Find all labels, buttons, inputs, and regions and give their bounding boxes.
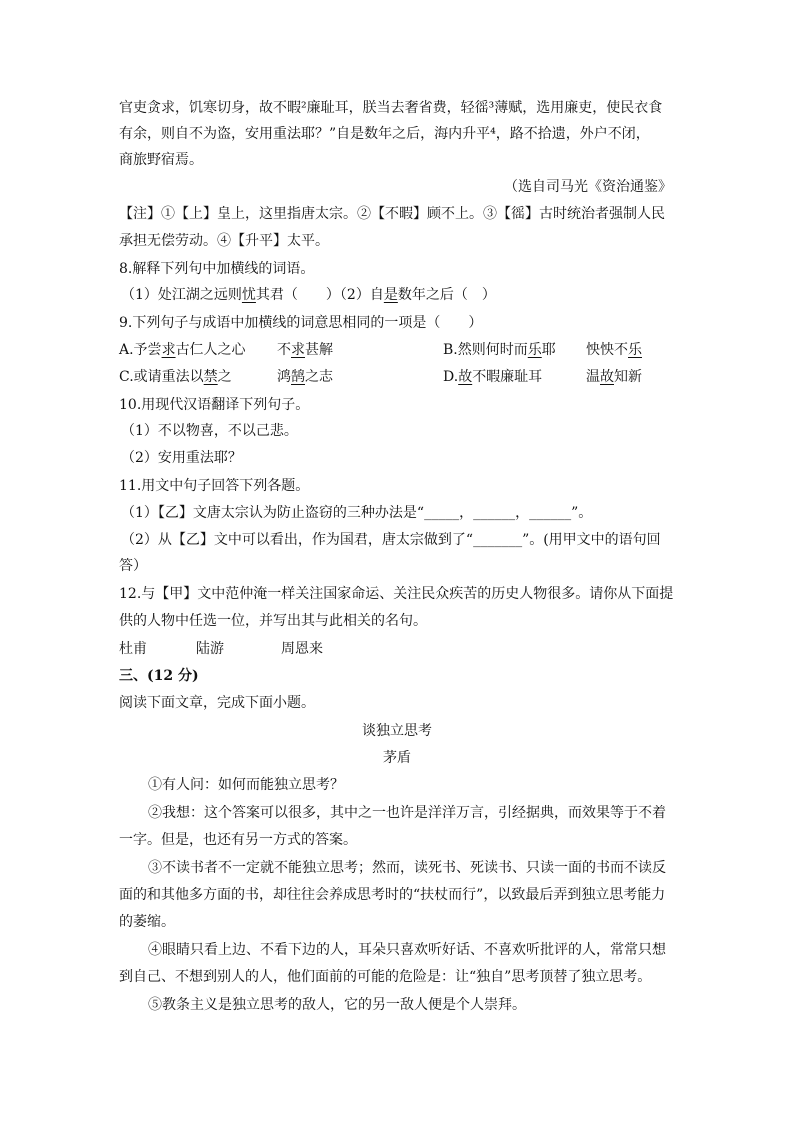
underlined-word: 禁 [203,369,218,385]
question-8-items [121,285,681,305]
underlined-word: 是 [383,287,398,303]
section-instruction: 阅读下面文章，完成下面小题。 [119,695,315,711]
article-paragraph-cont: 面的和其他多方面的书，却往往会养成思考时的“扶杖而行”，以致最后弄到独立思考能力 [119,887,666,903]
person-option: 陆游 [196,641,224,657]
idiom-text: 甚解 [305,342,333,358]
option-c-text: 之 [217,369,232,385]
article-paragraph: ②我想：这个答案可以很多，其中之一也许是洋洋万言，引经据典，而效果等于不着 [148,805,666,821]
article-author: 茅盾 [383,750,411,766]
option-d-text: D. [443,369,459,385]
article-paragraph: ⑤教条主义是独立思考的敌人，它的另一敌人便是个人崇拜。 [148,997,526,1013]
option-c-idiom [277,367,333,387]
question-9-stem: 9.下列句子与成语中加横线的词意思相同的一项是（ ） [119,315,483,331]
option-d-text: 不暇廉耻耳 [472,369,543,385]
underlined-word: 乐 [628,342,642,358]
question-11-item-cont: 答） [119,558,147,574]
question-11-stem: 11.用文中句子回答下列各题。 [119,478,310,494]
option-a-text: 古仁人之心 [175,342,246,358]
person-option: 杜甫 [119,641,147,657]
idiom-text: 知新 [614,369,642,385]
option-c-text: C.或请重法以 [119,369,204,385]
passage-line: 官吏贪求，饥寒切身，故不暇²廉耻耳，朕当去奢省费，轻徭³薄赋，选用廉吏，使民衣食 [119,100,663,116]
option-b [443,340,556,360]
article-paragraph: ④眼睛只看上边、不看下边的人，耳朵只喜欢听好话、不喜欢听批评的人，常常只想 [148,942,666,958]
q8-text: 其君（ ）（2）自 [255,287,384,303]
idiom-text: 温 [586,369,600,385]
underlined-word: 忧 [241,287,256,303]
q8-text: （1）处江湖之远则 [121,287,242,303]
notes-line: 承担无偿劳动。④【升平】太平。 [119,233,329,249]
underlined-word: 故 [600,369,614,385]
notes-line: 【注】①【上】皇上，这里指唐太宗。②【不暇】顾不上。③【徭】古时统治者强制人民 [119,206,665,222]
section-heading: 三、(12 分) [119,668,199,684]
question-10-item: （2）安用重法耶？ [121,450,242,466]
article-title: 谈独立思考 [362,723,432,739]
underlined-word: 故 [458,369,473,385]
underlined-word: 求 [291,342,305,358]
question-10-item: （1）不以物喜，不以己悲。 [121,423,298,439]
idiom-text: 之志 [305,369,333,385]
question-12-stem: 供的人物中任选一位，并写出其与此相关的名句。 [119,613,427,629]
idiom-text: 怏怏不 [586,342,628,358]
option-d [443,367,542,387]
article-paragraph-cont: 一字。但是，也还有另一方式的答案。 [119,832,357,848]
article-paragraph-cont: 到自己、不想到别人的人，他们面前的可能的危险是：让“独自”思考顶替了独立思考。 [119,969,652,985]
underlined-word: 鹄 [291,369,305,385]
passage-line: 商旅野宿焉。 [119,152,203,168]
person-option: 周恩来 [281,641,323,657]
question-12-stem: 12.与【甲】文中范仲淹一样关注国家命运、关注民众疾苦的历史人物很多。请你从下面提 [119,586,674,602]
option-a-text: A.予尝 [119,342,162,358]
question-11-item: （2）从【乙】文中可以看出，作为国君，唐太宗做到了“_______”。(用甲文中的语句回 [121,532,661,548]
option-b-text: B.然则何时而 [443,342,528,358]
q8-text: 数年之后（ ） [397,287,496,303]
underlined-word: 求 [161,342,176,358]
question-10-stem: 10.用现代汉语翻译下列句子。 [119,397,310,413]
passage-line: 有余，则自不为盗，安用重法耶？”自是数年之后，海内升平⁴，路不拾遗，外户不闭， [119,126,650,142]
passage-source: （选自司马光《资治通鉴》 [504,179,672,195]
option-b-text: 耶 [541,342,556,358]
article-paragraph: ③不读书者不一定就不能独立思考；然而，读死书、死读书、只读一面的书而不读反 [148,860,666,876]
article-paragraph: ①有人问：如何而能独立思考？ [148,777,344,793]
option-a-idiom [277,340,333,360]
option-c [119,367,232,387]
underlined-word: 乐 [527,342,542,358]
idiom-text: 鸿 [277,369,291,385]
option-a [119,340,246,360]
option-b-idiom [586,340,642,360]
question-11-item: （1）【乙】文唐太宗认为防止盗窃的三种办法是“_____，______，______”。 [121,505,593,521]
idiom-text: 不 [277,342,291,358]
option-d-idiom [586,367,642,387]
article-paragraph-cont: 的萎缩。 [119,914,175,930]
question-8-stem: 8.解释下列句中加横线的词语。 [119,261,315,277]
